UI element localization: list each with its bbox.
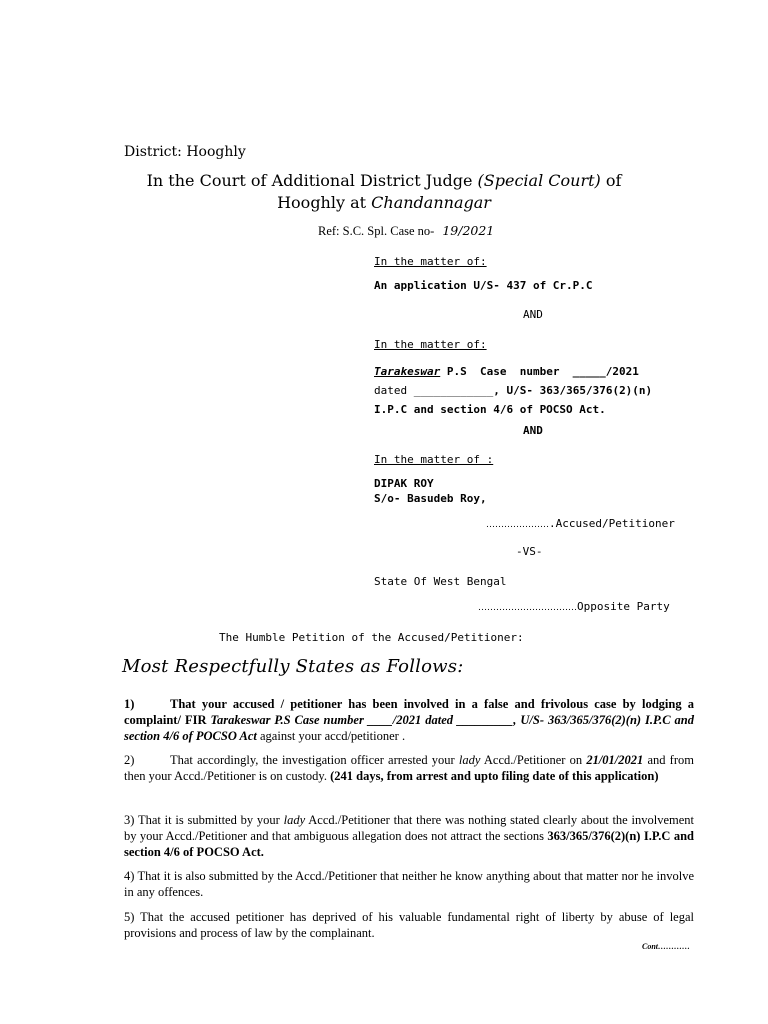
paragraph-1-number: 1) — [124, 697, 135, 711]
paragraph-1-end: against your accd/petitioner . — [256, 729, 406, 743]
police-station: Tarakeswar — [374, 365, 441, 378]
paragraph-3-body: Accd./Petitioner that there was nothing stated clearly about the involvement by your Accd./Petitioner and that ambiguous allegation does not attract the sections — [124, 813, 695, 843]
matter-case-line1 — [374, 365, 639, 378]
paragraph-1-text: That your accused / petitioner has been involved in a false and frivolous case by lodging a complaint/ FIR — [124, 697, 694, 727]
court-title-line2 — [0, 193, 768, 212]
court-title-line1 — [0, 171, 768, 190]
matter-application: An application U/S- 437 of Cr.P.C — [374, 279, 593, 292]
opposite-dots: …………………………… — [478, 602, 577, 612]
paragraph-3-lady: lady — [283, 813, 306, 827]
continued-marker: Cont………… — [642, 942, 691, 951]
case-reference-label: Ref: S.C. Spl. Case no- — [318, 224, 435, 238]
court-title-text: In the Court of Additional District Judge — [146, 171, 478, 190]
paragraph-2-days: (241 days, from arrest and upto filing date of this application) — [330, 769, 659, 783]
dated-label: dated — [374, 384, 414, 397]
dated-blank: ____________ — [413, 384, 494, 397]
respectfully-states-heading: Most Respectfully States as Follows: — [122, 656, 464, 677]
paragraph-2-text: That accordingly, the investigation officer arrested your — [170, 753, 459, 767]
accused-father: S/o- Basudeb Roy, — [374, 492, 487, 505]
matter-heading-1: In the matter of: — [374, 255, 487, 268]
paragraph-2-custody: and from then your Accd./Petitioner is on custody. — [124, 753, 694, 783]
paragraph-2-number: 2) — [124, 753, 135, 767]
court-title-of: of — [600, 171, 622, 190]
matter-heading-3: In the matter of : — [374, 453, 494, 466]
paragraph-3-sections: 363/365/376(2)(n) I.P.C and section 4/6 of POCSO Act. — [124, 829, 694, 859]
paragraph-4: 4) That it is also submitted by the Accd./Petitioner that neither he know anything about that matter nor he involve in any offences. — [124, 869, 694, 899]
matter-case-line3: I.P.C and section 4/6 of POCSO Act. — [374, 403, 606, 416]
state-party: State Of West Bengal — [374, 575, 507, 588]
case-reference-value: 19/2021 — [442, 223, 495, 238]
paragraph-5: 5) That the accused petitioner has deprived of his valuable fundamental right of liberty by abuse of legal provisions and process of law by the complainant. — [124, 910, 694, 940]
paragraph-1-case: Tarakeswar P.S Case number ____/2021 dated _________, U/S- 363/365/376(2)(n) I.P.C and section 4/6 of POCSO Act — [124, 713, 694, 743]
accused-label: .Accused/Petitioner — [549, 517, 675, 530]
paragraph-3 — [124, 812, 694, 860]
accused-petitioner-line — [486, 517, 675, 530]
accused-dots: ………………… — [486, 519, 549, 529]
paragraph-2-date: 21/01/2021 — [586, 753, 644, 767]
versus: -VS- — [516, 545, 543, 558]
case-number: P.S Case number _____/2021 — [440, 365, 639, 378]
matter-case-line2 — [374, 384, 652, 397]
accused-name: DIPAK ROY — [374, 477, 434, 490]
district-label: District: Hooghly — [124, 144, 246, 160]
paragraph-2 — [124, 752, 694, 784]
court-place: Hooghly at — [277, 193, 372, 212]
paragraph-2-accd: Accd./Petitioner on — [480, 753, 587, 767]
court-city: Chandannagar — [371, 193, 491, 212]
humble-petition: The Humble Petition of the Accused/Petitioner: — [219, 631, 524, 644]
paragraph-3-text: 3) That it is submitted by your — [124, 813, 284, 827]
opposite-label: Opposite Party — [577, 600, 670, 613]
paragraph-1 — [124, 696, 694, 744]
sections: , U/S- 363/365/376(2)(n) — [493, 384, 653, 397]
court-special: (Special Court) — [477, 171, 601, 190]
opposite-party-line — [478, 600, 670, 613]
case-reference — [318, 223, 494, 239]
matter-heading-2: In the matter of: — [374, 338, 487, 351]
and-separator-2: AND — [523, 424, 543, 437]
paragraph-2-lady: lady — [458, 753, 481, 767]
and-separator-1: AND — [523, 308, 543, 321]
